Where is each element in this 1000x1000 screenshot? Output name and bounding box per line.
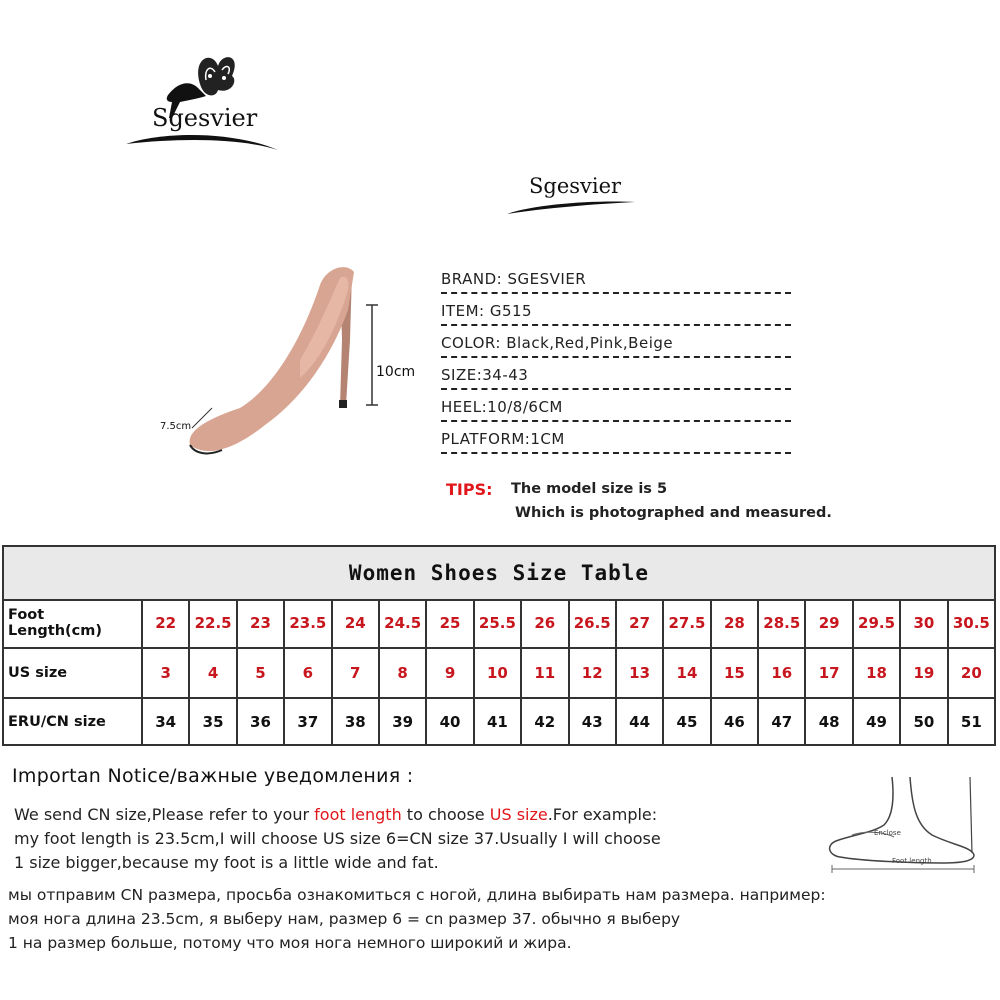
size-cell: 26.5 [570, 599, 617, 647]
size-table [2, 545, 996, 746]
size-cell: 41 [475, 699, 522, 744]
us-size-row [4, 649, 994, 699]
notice-en-text: We send CN size,Please refer to your [14, 805, 315, 824]
size-cell: 47 [759, 699, 806, 744]
spec-value: G515 [489, 302, 533, 320]
size-cell: 4 [190, 649, 237, 697]
spec-color [441, 330, 791, 358]
foot-length-row [4, 599, 994, 649]
size-cell: 42 [522, 699, 569, 744]
size-cell: 5 [238, 649, 285, 697]
spec-value: Black,Red,Pink,Beige [506, 334, 674, 352]
size-cell: 8 [380, 649, 427, 697]
foot-measure-diagram [822, 775, 992, 875]
spec-value: 1CM [530, 430, 565, 448]
size-cell: 20 [960, 664, 982, 682]
size-cell: 12 [570, 649, 617, 697]
size-cell: 39 [380, 699, 427, 744]
foot-enclose-label: Enclose [874, 829, 901, 837]
size-cell: 27 [617, 599, 664, 647]
notice-en-line2: my foot length is 23.5cm,I will choose US size 6=CN size 37.Usually I will choose [14, 829, 661, 848]
size-cell: 22 [143, 599, 190, 647]
size-cell: 23 [238, 599, 285, 647]
spec-heel [441, 394, 791, 422]
swoosh-icon [505, 170, 645, 220]
size-cell: 51 [960, 712, 982, 731]
size-cell: 24.5 [380, 599, 427, 647]
notice-highlight-us-size: US size [489, 805, 548, 824]
size-cell: 30.5 [952, 614, 990, 632]
spec-item [441, 298, 791, 326]
size-cell: 34 [143, 699, 190, 744]
size-cell: 44 [617, 699, 664, 744]
size-cell: 48 [806, 699, 853, 744]
size-cell: 10 [475, 649, 522, 697]
brand-logo-primary [120, 40, 290, 160]
toe-width-label: 7.5cm [160, 421, 192, 432]
size-cell: 38 [333, 699, 380, 744]
notice-en-line1 [14, 805, 657, 824]
size-cell: 3 [143, 649, 190, 697]
row-header: ERU/CN size [4, 699, 143, 744]
size-cell: 49 [854, 699, 901, 744]
butterfly-shoe-icon [120, 40, 290, 160]
notice-en-text: .For example: [547, 805, 658, 824]
size-cell: 7 [333, 649, 380, 697]
heel-height-label: 10cm [376, 364, 416, 380]
size-cell: 25.5 [475, 599, 522, 647]
tips-label: TIPS: [446, 480, 493, 499]
spec-key: ITEM: [441, 302, 485, 320]
size-cell: 28 [712, 599, 759, 647]
spec-platform [441, 426, 791, 454]
shoe-illustration [150, 250, 430, 480]
size-cell: 14 [664, 649, 711, 697]
spec-size [441, 362, 791, 390]
eur-cn-size-row [4, 699, 994, 744]
size-cell: 9 [427, 649, 474, 697]
size-cell: 29.5 [854, 599, 901, 647]
brand-name-secondary: Sgesvier [529, 174, 622, 198]
size-cell: 40 [427, 699, 474, 744]
notice-title: Importan Notice/важные уведомления : [12, 765, 414, 787]
size-cell: 15 [712, 649, 759, 697]
tips-text-line2: Which is photographed and measured. [515, 505, 832, 521]
spec-value: 10/8/6CM [487, 398, 563, 416]
row-header: Foot Length(cm) [4, 599, 143, 647]
size-cell: 45 [664, 699, 711, 744]
notice-ru-line1: мы отправим CN размера, просьба ознакомиться с ногой, длина выбирать нам размера. например: [8, 886, 826, 904]
spec-key: COLOR: [441, 334, 501, 352]
size-cell: 27.5 [664, 599, 711, 647]
size-cell: 46 [712, 699, 759, 744]
row-header: US size [4, 649, 143, 697]
size-cell: 19 [901, 649, 948, 697]
size-cell: 18 [854, 649, 901, 697]
size-cell: 22.5 [190, 599, 237, 647]
size-cell: 43 [570, 699, 617, 744]
size-table-title: Women Shoes Size Table [4, 547, 994, 601]
notice-ru-line2: моя нога длина 23.5cm, я выберу нам, размер 6 = cn размер 37. обычно я выберу [8, 910, 681, 928]
notice-ru-line3: 1 на размер больше, потому что моя нога немного широкий и жира. [8, 934, 572, 952]
size-cell: 6 [285, 649, 332, 697]
size-cell: 37 [285, 699, 332, 744]
spec-key: SIZE: [441, 366, 483, 384]
size-cell: 36 [238, 699, 285, 744]
size-cell: 23.5 [285, 599, 332, 647]
size-cell: 16 [759, 649, 806, 697]
spec-key: BRAND: [441, 270, 503, 288]
size-cell: 17 [806, 649, 853, 697]
brand-name-primary: Sgesvier [152, 104, 258, 132]
size-cell: 25 [427, 599, 474, 647]
notice-en-text: to choose [401, 805, 490, 824]
size-cell: 29 [806, 599, 853, 647]
size-cell: 13 [617, 649, 664, 697]
size-cell: 50 [901, 699, 948, 744]
size-cell: 24 [333, 599, 380, 647]
size-cell: 30 [901, 599, 948, 647]
size-cell: 26 [522, 599, 569, 647]
spec-brand [441, 266, 791, 294]
size-cell: 11 [522, 649, 569, 697]
tips-text-line1: The model size is 5 [511, 481, 668, 497]
foot-length-label: Foot length [892, 857, 932, 865]
size-cell: 28.5 [759, 599, 806, 647]
spec-key: PLATFORM: [441, 430, 531, 448]
notice-highlight-foot-length: foot length [314, 805, 402, 824]
spec-value: 34-43 [482, 366, 529, 384]
spec-value: SGESVIER [507, 270, 587, 288]
brand-logo-secondary [505, 170, 645, 220]
size-cell: 35 [190, 699, 237, 744]
spec-key: HEEL: [441, 398, 488, 416]
notice-en-line3: 1 size bigger,because my foot is a little wide and fat. [14, 853, 439, 872]
